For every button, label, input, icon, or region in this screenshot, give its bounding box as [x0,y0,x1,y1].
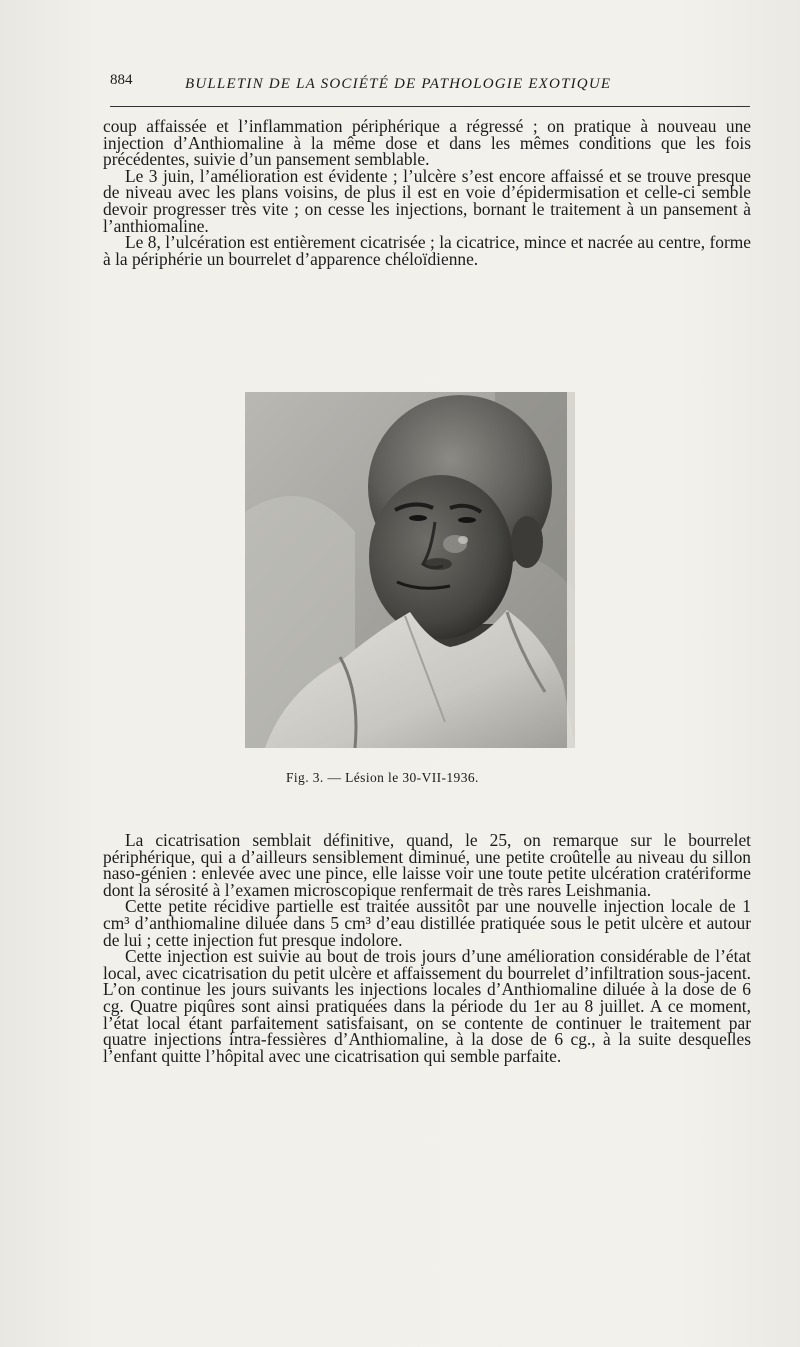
page-header [110,70,750,100]
paragraph: coup affaissée et l’inflammation périphérique a régressé ; on pratique à nouveau une injection d’Anthiomaline à la même dose et dans les mêmes conditions que les fois précédentes, suivie d’un pansement semblable. [103,116,751,170]
top-text-block [103,118,751,267]
figure-photograph [245,392,575,748]
bottom-text-block [103,832,751,1064]
paragraph: Cette injection est suivie au bout de trois jours d’une amélioration considérable de l’état local, avec cicatrisation du petit ulcère et affaissement du bourrelet d’infiltration sous-jacent. L’on continue les jours suivants les injections locales d’Anthiomaline diluée à la dose de 6 cg. Quatre piqûres sont ainsi pratiquées dans la période du 1er au 8 juillet. A ce moment, l’état local étant parfaitement satisfaisant, on se contente de continuer le traitement par quatre injections intra-fessières d’Anthiomaline, à la dose de 6 cg., à la suite desquelles l’enfant quitte l’hôpital avec une cicatrisation qui semble parfaite. [103,946,751,1066]
child-portrait-photo [245,392,575,748]
paragraph: Cette petite récidive partielle est traitée aussitôt par une nouvelle injection locale de 1 cm³ d’anthiomaline diluée dans 5 cm³ d’eau distillée pratiquée sous le petit ulcère et autour de lui ; cette injection fut presque indolore. [103,896,751,950]
paragraph: Le 8, l’ulcération est entièrement cicatrisée ; la cicatrice, mince et nacrée au centre, forme à la périphérie un bourrelet d’apparence chéloïdienne. [103,232,751,269]
figure-caption: Fig. 3. — Lésion le 30-VII-1936. [286,770,479,785]
running-title: BULLETIN DE LA SOCIÉTÉ DE PATHOLOGIE EXOTIQUE [185,76,612,92]
paragraph: La cicatrisation semblait définitive, quand, le 25, on remarque sur le bourrelet périphérique, qui a d’ailleurs sensiblement diminué, une petite croûtelle au niveau du sillon naso-génien : enlevée avec une pince, elle laisse voir une toute petite ulcération cratériforme dont la sérosité à l’examen microscopique renfermait de très rares Leishmania. [103,830,751,900]
header-rule [110,106,750,107]
page-number: 884 [110,72,133,88]
paragraph: Le 3 juin, l’amélioration est évidente ; l’ulcère s’est encore affaissé et se trouve presque de niveau avec les plans voisins, de plus il est en voie d’épidermisation et celle-ci semble devoir progresser très vite ; on cesse les injections, bornant le traitement à un pansement à l’anthiomaline. [103,165,751,236]
